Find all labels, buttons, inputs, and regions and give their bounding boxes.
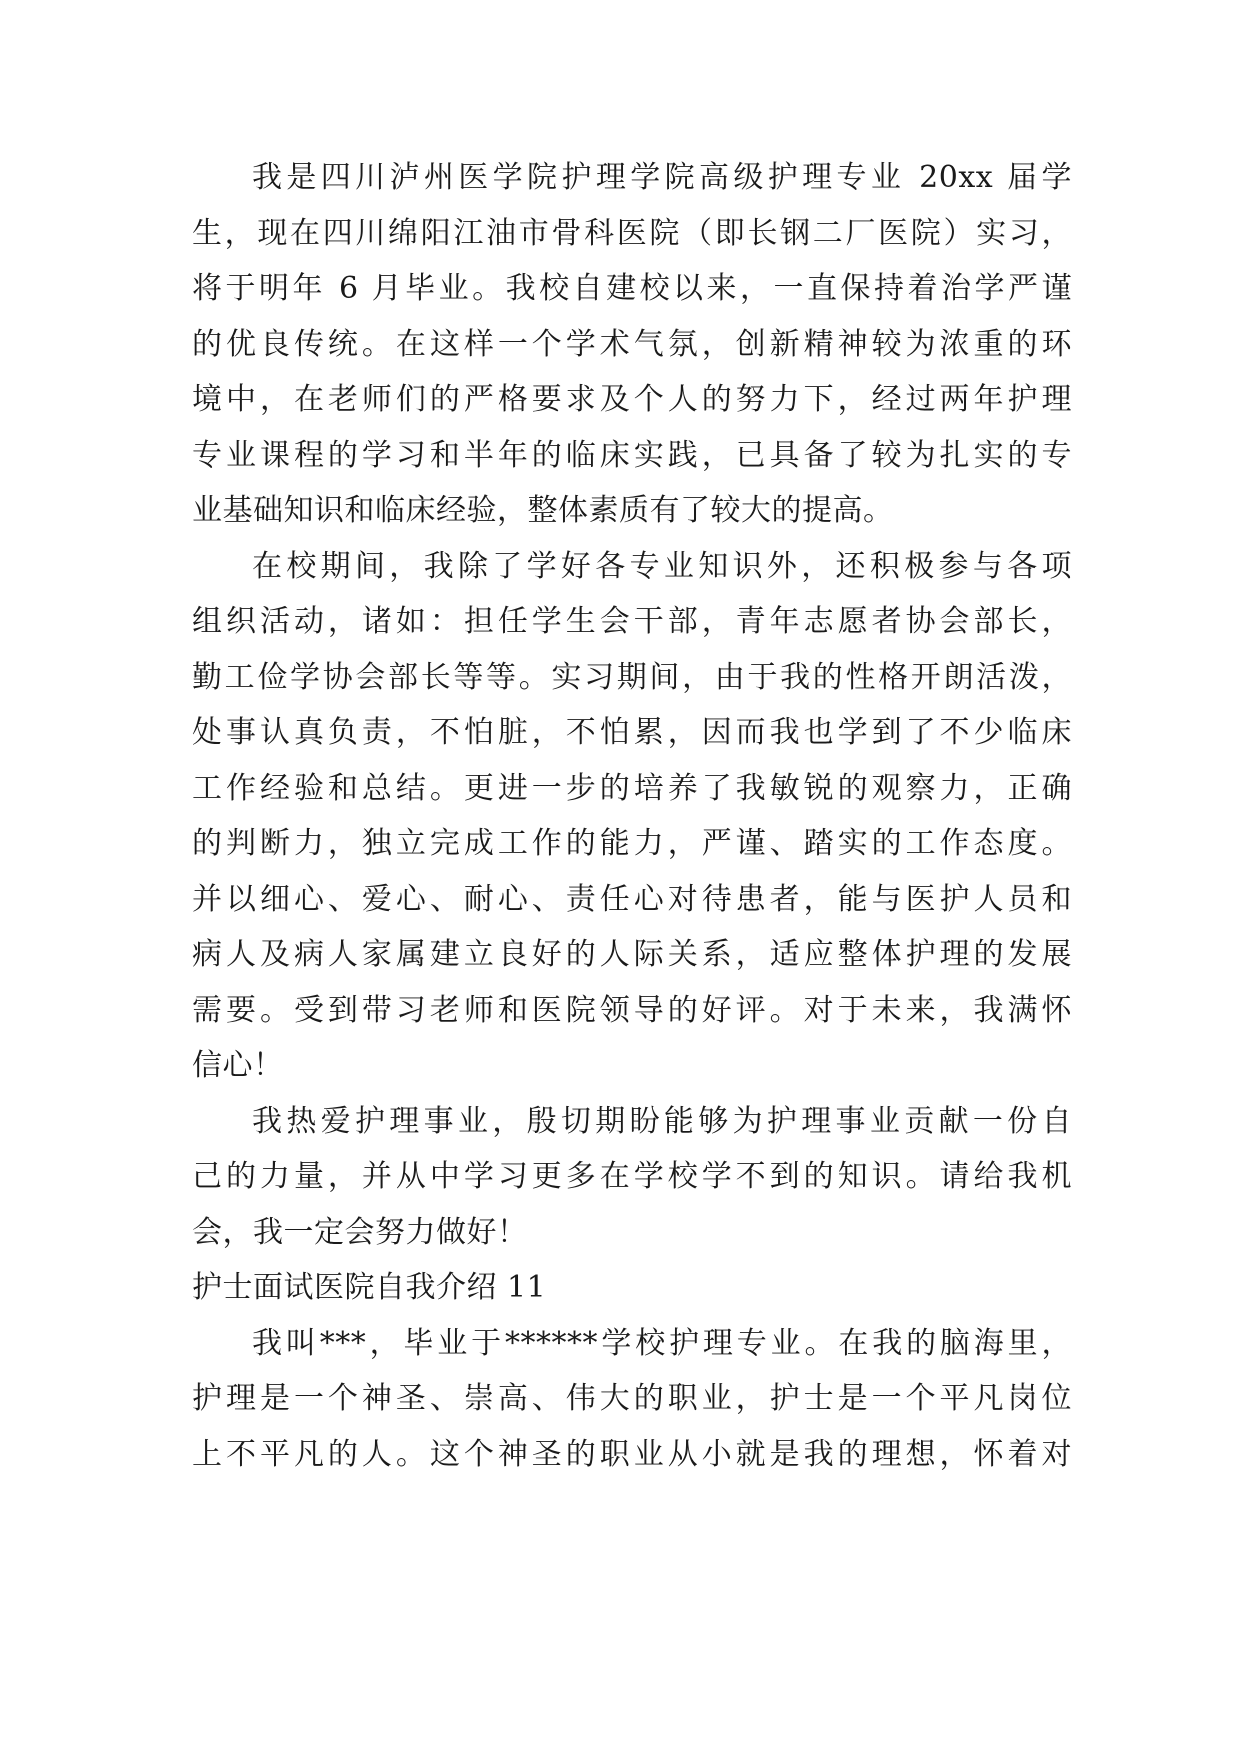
paragraph-line: 需要。受到带习老师和医院领导的好评。对于未来，我满怀 [192,992,1072,1028]
document-body [192,150,1072,1482]
paragraph-line: 专业课程的学习和半年的临床实践，已具备了较为扎实的专 [192,437,1072,473]
paragraph-line: 会，我一定会努力做好！ [192,1214,528,1250]
paragraph-line: 业基础知识和临床经验，整体素质有了较大的提高。 [192,493,894,528]
paragraph-line: 勤工俭学协会部长等等。实习期间，由于我的性格开朗活泼， [192,659,1072,695]
paragraph-line: 信心！ [192,1048,284,1083]
paragraph-4 [192,1316,1072,1483]
paragraph-3 [192,1094,1072,1261]
paragraph-line: 的判断力，独立完成工作的能力，严谨、踏实的工作态度。 [192,826,1072,861]
paragraph-line: 将于明年 6 月毕业。我校自建校以来，一直保持着治学严谨 [192,271,1072,306]
paragraph-line: 我热爱护理事业，殷切期盼能够为护理事业贡献一份自 [252,1103,1072,1139]
paragraph-line: 护理是一个神圣、崇高、伟大的职业，护士是一个平凡岗位 [192,1381,1072,1416]
paragraph-2 [192,539,1072,1094]
paragraph-line: 并以细心、爱心、耐心、责任心对待患者，能与医护人员和 [192,881,1072,917]
paragraph-line: 病人及病人家属建立良好的人际关系，适应整体护理的发展 [192,937,1072,972]
paragraph-line: 组织活动，诸如：担任学生会干部，青年志愿者协会部长， [192,604,1072,639]
paragraph-line: 上不平凡的人。这个神圣的职业从小就是我的理想，怀着对 [192,1436,1072,1472]
paragraph-line: 的优良传统。在这样一个学术气氛，创新精神较为浓重的环 [192,326,1072,362]
paragraph-line: 我是四川泸州医学院护理学院高级护理专业 20xx 届学 [252,160,1072,195]
paragraph-line: 工作经验和总结。更进一步的培养了我敏锐的观察力，正确 [192,770,1072,806]
paragraph-1 [192,150,1072,539]
paragraph-line: 处事认真负责，不怕脏，不怕累，因而我也学到了不少临床 [192,715,1072,750]
paragraph-line: 生，现在四川绵阳江油市骨科医院（即长钢二厂医院）实习， [192,215,1072,251]
paragraph-line: 境中，在老师们的严格要求及个人的努力下，经过两年护理 [192,382,1072,417]
paragraph-line: 己的力量，并从中学习更多在学校学不到的知识。请给我机 [192,1159,1072,1194]
paragraph-line: 在校期间，我除了学好各专业知识外，还积极参与各项 [252,548,1072,584]
paragraph-line: 我叫***，毕业于******学校护理专业。在我的脑海里， [252,1325,1072,1361]
section-heading: 护士面试医院自我介绍 11 [192,1270,547,1305]
